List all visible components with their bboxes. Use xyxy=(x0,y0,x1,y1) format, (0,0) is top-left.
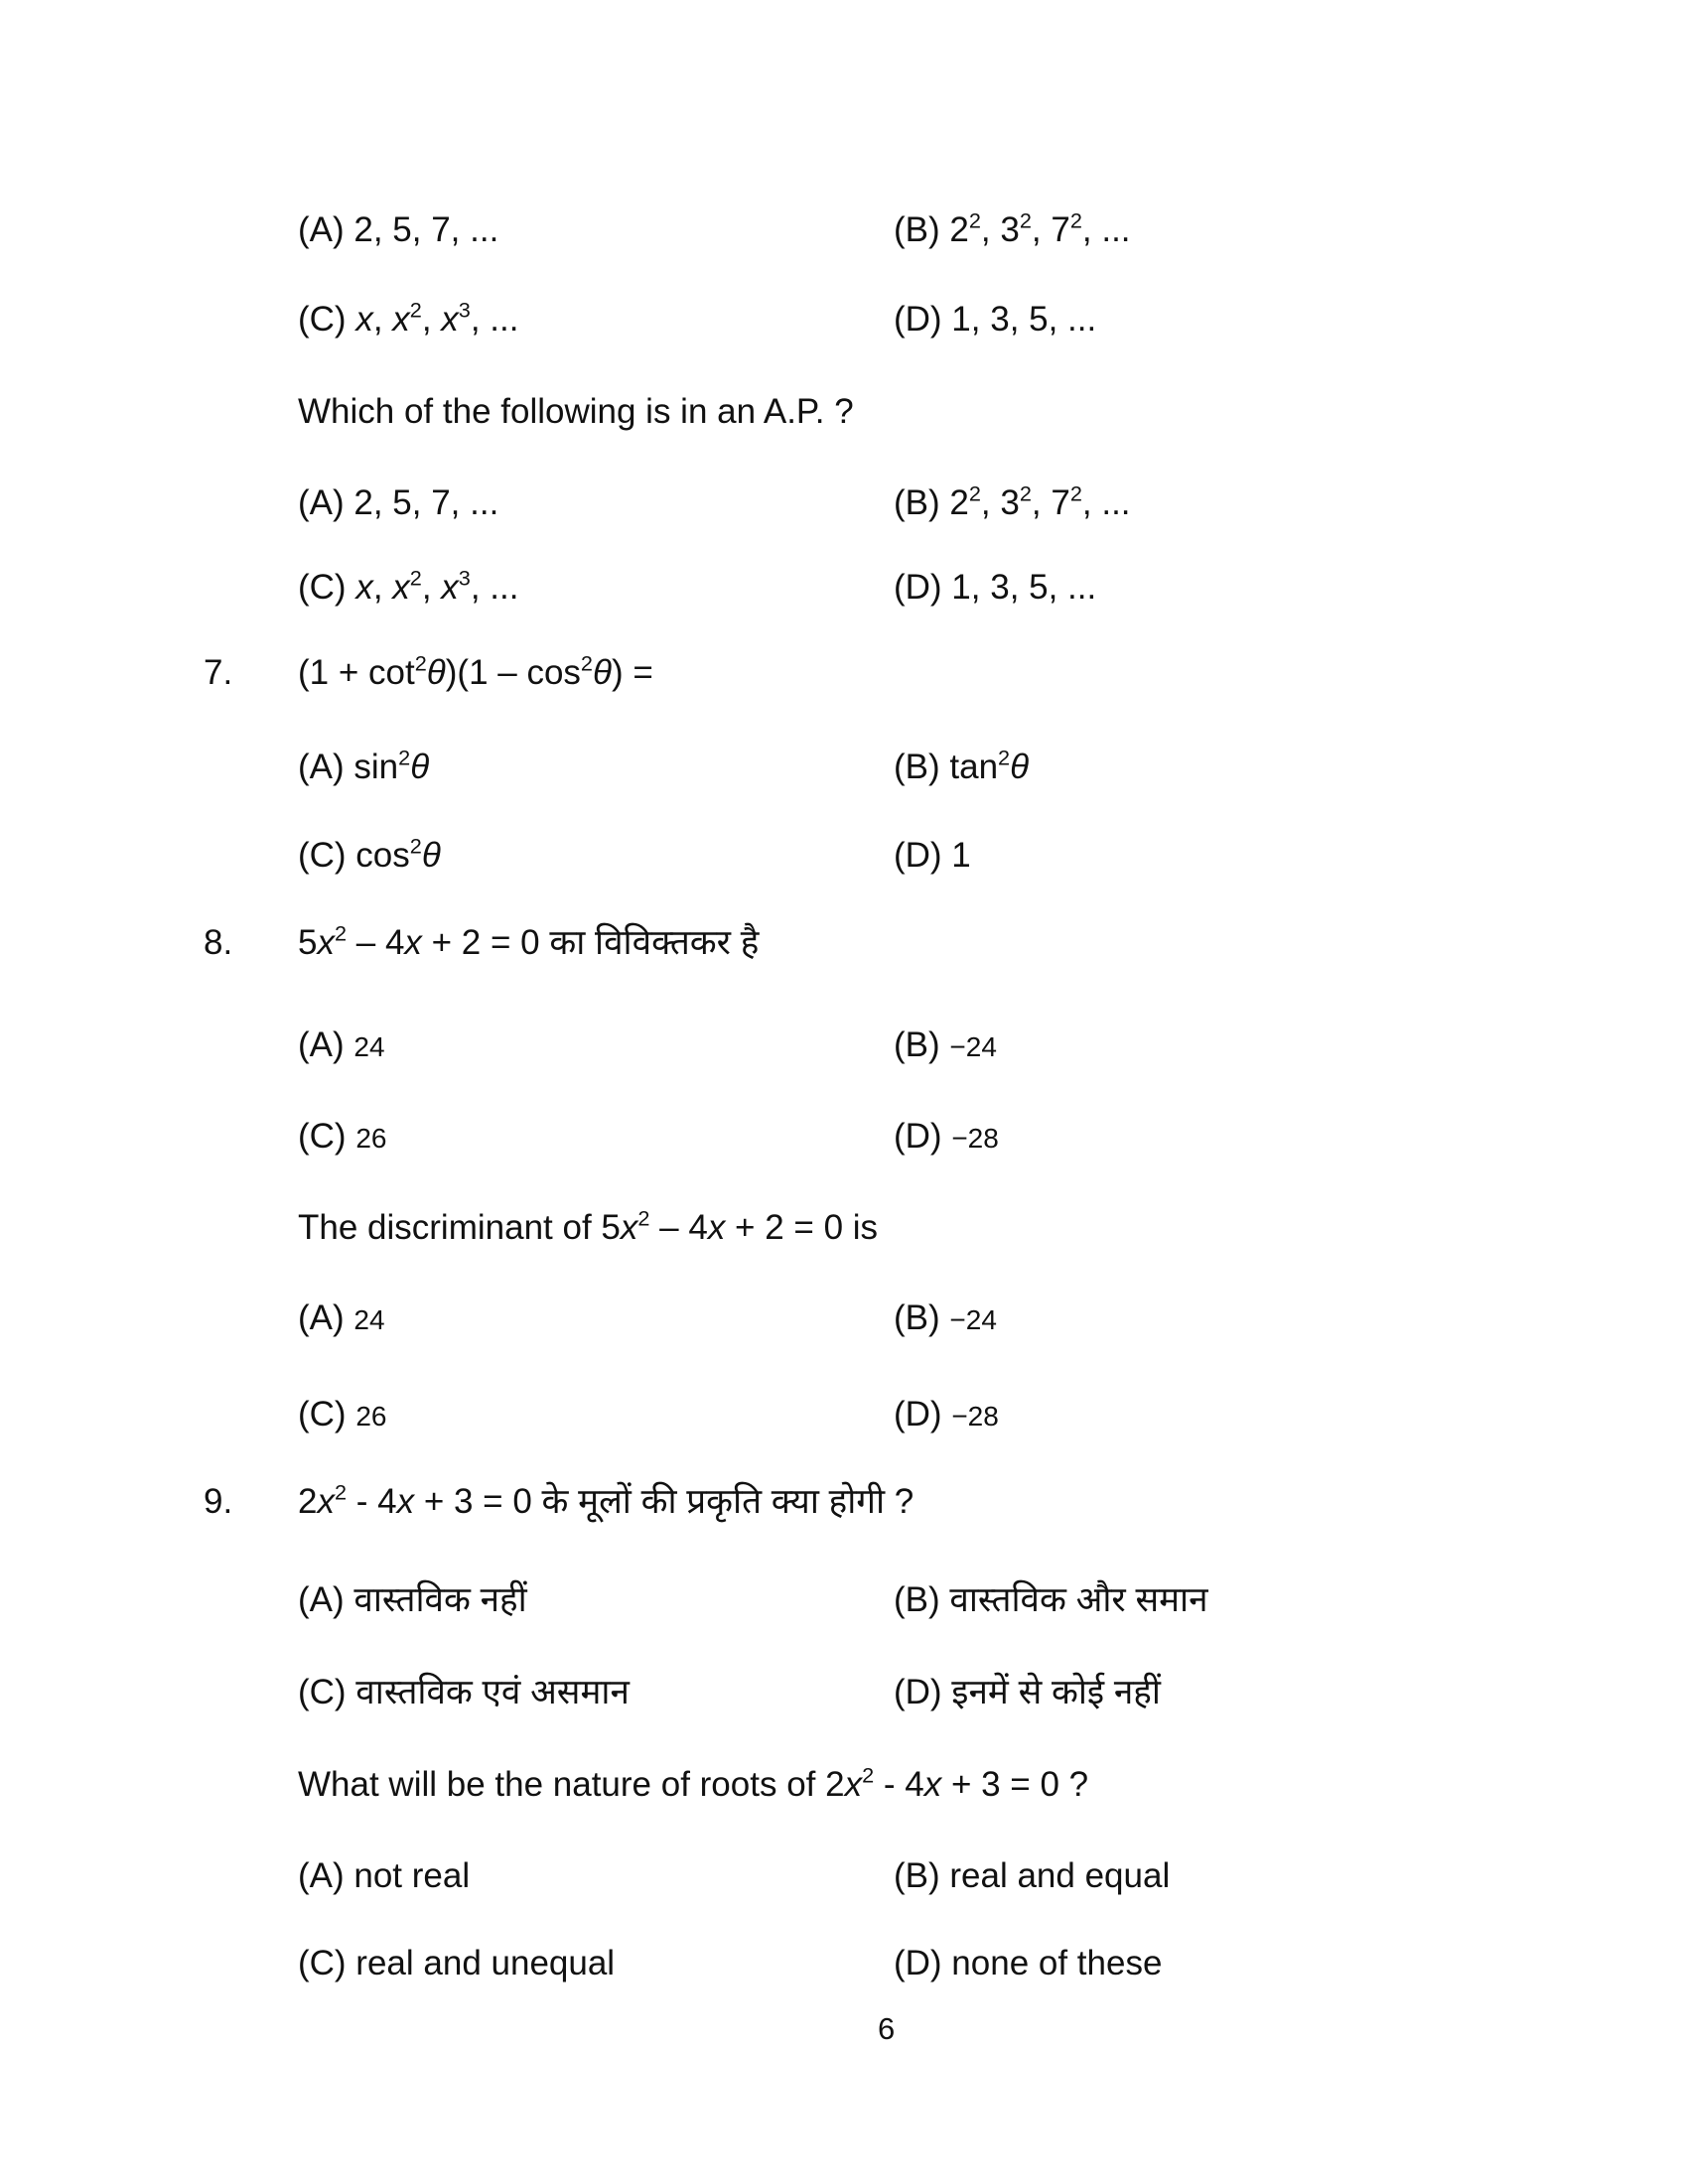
option-c: (C) वास्तविक एवं असमान xyxy=(298,1673,630,1711)
option-a: (A) $\sin^2\theta$ xyxy=(298,745,430,786)
option-c: (C) x, $x^2$, $x^3$, ... xyxy=(298,297,519,339)
question-text-english: What will be the nature of roots of $2x^2 - 4x + 3 = 0$ ? xyxy=(298,1762,1089,1804)
question-text-english: Which of the following is in an A.P. ? xyxy=(298,392,854,431)
option-c: (C) x, $x^2$, $x^3$, ... xyxy=(298,565,519,607)
option-d: (D) −28 xyxy=(894,1395,999,1433)
option-b: (B) $2^2$, $3^2$, $7^2$, ... xyxy=(894,480,1131,522)
question-number: 9. xyxy=(204,1482,233,1521)
option-b: (B) real and equal xyxy=(894,1856,1171,1895)
option-c: (C) 26 xyxy=(298,1395,387,1433)
option-b: (B) −24 xyxy=(894,1298,997,1337)
question-text-math: $(1 + \cot^2\theta)(1 - \cos^2\theta)$ = xyxy=(298,650,653,692)
option-d: (D) इनमें से कोई नहीं xyxy=(894,1673,1161,1711)
option-a: (A) 2, 5, 7, ... xyxy=(298,210,499,249)
question-number: 7. xyxy=(204,653,233,692)
option-c: (C) 26 xyxy=(298,1117,387,1156)
option-b: (B) $2^2$, $3^2$, $7^2$, ... xyxy=(894,207,1131,249)
question-text-hindi: $5x^2 - 4x + 2 = 0$ का विविक्तकर है xyxy=(298,920,760,962)
question-number: 8. xyxy=(204,923,233,962)
option-a: (A) 24 xyxy=(298,1298,385,1337)
option-d: (D) 1, 3, 5, ... xyxy=(894,568,1097,607)
option-b: (B) वास्तविक और समान xyxy=(894,1580,1208,1619)
option-a: (A) not real xyxy=(298,1856,471,1895)
option-c: (C) real and unequal xyxy=(298,1944,616,1982)
option-a: (A) वास्तविक नहीं xyxy=(298,1580,527,1619)
option-d: (D) none of these xyxy=(894,1944,1163,1982)
option-d: (D) 1, 3, 5, ... xyxy=(894,300,1097,339)
option-b: (B) $\tan^2\theta$ xyxy=(894,745,1030,786)
option-a: (A) 2, 5, 7, ... xyxy=(298,483,499,522)
page-number: 6 xyxy=(878,2011,896,2046)
option-b: (B) −24 xyxy=(894,1025,997,1064)
option-c: (C) $\cos^2\theta$ xyxy=(298,833,441,875)
question-text-hindi: $2x^2 - 4x + 3 = 0$ के मूलों की प्रकृति क्या होगी ? xyxy=(298,1479,914,1521)
option-d: (D) −28 xyxy=(894,1117,999,1156)
option-a: (A) 24 xyxy=(298,1025,385,1064)
question-text-english: The discriminant of $5x^2 - 4x + 2 = 0$ is xyxy=(298,1205,879,1247)
option-d: (D) 1 xyxy=(894,836,971,875)
